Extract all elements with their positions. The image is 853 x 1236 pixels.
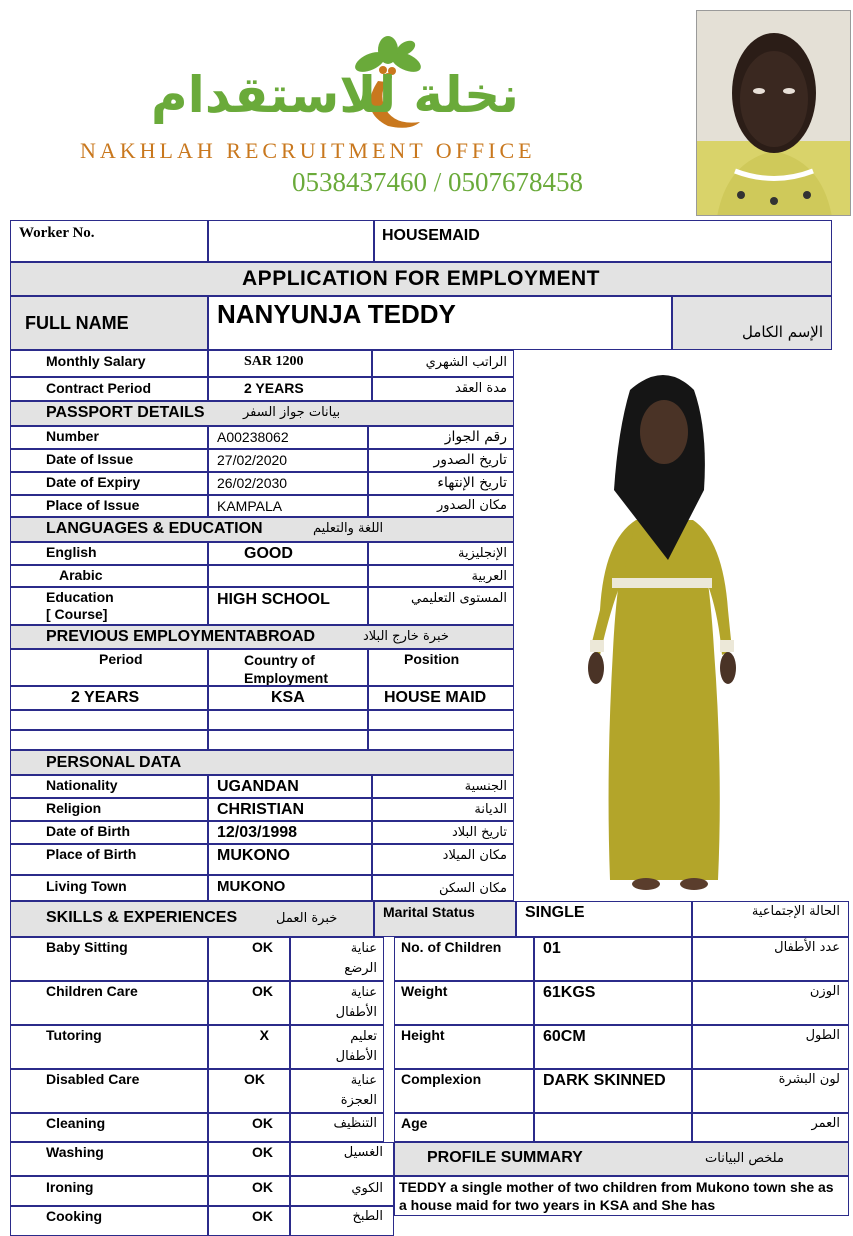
skill-label-cell [10,1113,208,1142]
prev-country: KSA [271,689,305,706]
weight-ar: الوزن [809,984,840,999]
skill-label: Washing [46,1144,104,1160]
skill-value-cell [208,1142,290,1176]
education-ar: المستوى التعليمي [411,591,507,606]
full-body-photo [518,350,830,896]
passport-expiry-ar: تاريخ الإنتهاء [437,475,507,491]
skill-value-cell [208,1113,290,1142]
skill-ar-cell [290,1176,394,1206]
passport-header [10,401,514,426]
profile-header-ar: ملخص البيانات [705,1151,784,1166]
skill-ar-cell [290,937,384,981]
profile-summary-cell [394,1176,849,1216]
religion-ar-cell [372,798,514,821]
skill-value-cell [208,981,290,1025]
worker-no-value [208,220,374,262]
complexion-ar-cell [692,1069,849,1113]
full-name-value-cell [208,296,672,350]
dob-label: Date of Birth [46,823,130,839]
form-title-cell [10,262,832,296]
passport-place-value-cell [208,495,368,517]
passport-place-value: KAMPALA [217,498,283,514]
skill-ar: التنظيف [333,1116,377,1131]
empty-row-cell [10,710,208,730]
dob-value: 12/03/1998 [217,824,298,841]
children-ar-cell [692,937,849,981]
skill-value: OK [252,939,273,955]
children-ar: عدد الأطفال [774,940,840,955]
skill-label-cell [10,1176,208,1206]
height-ar: الطول [805,1028,840,1043]
complexion-label: Complexion [401,1071,482,1087]
skill-ar: عناية الأطفال [335,985,377,1020]
skill-label-cell [10,1206,208,1236]
dob-value-cell [208,821,372,844]
skill-ar: الطبخ [352,1209,383,1224]
passport-header-ar: بيانات جواز السفر [243,405,341,420]
period-ar-cell [372,377,514,401]
town-label: Living Town [46,878,127,894]
previous-header-ar: خبرة خارج البلاد [363,629,449,644]
skill-ar-cell [290,1025,384,1069]
skill-ar: الكوي [351,1181,383,1196]
dob-label-cell [10,821,208,844]
salary-value-cell [208,350,372,377]
full-name-value: NANYUNJA TEDDY [217,299,456,329]
marital-ar: الحالة الإجتماعية [751,904,840,919]
skill-value-cell [208,1069,290,1113]
job-title-cell [374,220,832,262]
passport-issue-label: Date of Issue [46,451,134,467]
worker-no-label: Worker No. [19,225,95,241]
passport-place-ar-cell [368,495,514,517]
full-name-label-cell [10,296,208,350]
marital-value-cell [516,901,692,937]
arabic-label: Arabic [59,567,103,583]
salary-label: Monthly Salary [46,353,146,369]
english-value: GOOD [244,545,293,562]
religion-value: CHRISTIAN [217,801,305,818]
height-value-cell [534,1025,692,1069]
town-value: MUKONO [217,878,286,895]
english-ar: الإنجليزية [457,546,507,561]
children-label: No. of Children [401,939,502,955]
skills-header-ar: خبرة العمل [276,911,338,926]
languages-header [10,517,514,542]
office-name: NAKHLAH RECRUITMENT OFFICE [80,138,536,163]
weight-label: Weight [401,983,448,999]
empty-row-cell [10,730,208,750]
skill-label: Cooking [46,1208,102,1224]
skill-ar: عناية الرضع [344,941,377,976]
religion-label-cell [10,798,208,821]
col-period-cell [10,649,208,686]
skill-label: Tutoring [46,1027,102,1043]
weight-value-cell [534,981,692,1025]
height-label-cell [394,1025,534,1069]
skill-ar-cell [290,1142,394,1176]
town-ar: مكان السكن [438,881,507,896]
job-title: HOUSEMAID [382,227,480,244]
marital-ar-cell [692,901,849,937]
complexion-label-cell [394,1069,534,1113]
skill-ar: عناية العجزة [340,1073,377,1108]
education-sub-label: [ Course] [46,606,108,622]
period-value-cell [208,377,372,401]
marital-value: SINGLE [525,904,585,921]
skills-header [10,901,374,937]
height-ar-cell [692,1025,849,1069]
marital-label-cell [374,901,516,937]
children-value: 01 [543,940,561,957]
skill-value-cell [208,937,290,981]
skill-label: Ironing [46,1179,94,1195]
period-value: 2 YEARS [244,380,304,396]
passport-expiry-ar-cell [368,472,514,495]
town-label-cell [10,875,208,901]
nationality-label-cell [10,775,208,798]
salary-ar: الراتب الشهري [425,355,507,370]
passport-number-label-cell [10,426,208,449]
skill-value: OK [252,1144,273,1160]
age-label-cell [394,1113,534,1142]
passport-number-label: Number [46,428,99,444]
nationality-ar: الجنسية [464,779,507,794]
age-ar: العمر [811,1116,840,1131]
arabic-ar-cell [368,565,514,587]
pob-ar-cell [372,844,514,875]
passport-number-value-cell [208,426,368,449]
complexion-value: DARK SKINNED [543,1072,666,1089]
personal-header-label: PERSONAL DATA [46,754,182,771]
passport-issue-ar-cell [368,449,514,472]
skill-value-cell [208,1206,290,1236]
education-value: HIGH SCHOOL [217,591,330,608]
profile-header-label: PROFILE SUMMARY [427,1149,583,1166]
period-ar: مدة العقد [455,381,507,396]
passport-expiry-value: 26/02/2030 [217,475,288,491]
prev-period-cell [10,686,208,710]
complexion-value-cell [534,1069,692,1113]
english-label-cell [10,542,208,565]
weight-ar-cell [692,981,849,1025]
age-label: Age [401,1115,428,1131]
arabic-ar: العربية [471,569,507,584]
prev-period: 2 YEARS [71,689,140,706]
col-position-cell [368,649,514,686]
pob-label-cell [10,844,208,875]
form-title: APPLICATION FOR EMPLOYMENT [242,267,600,290]
education-label-cell [10,587,208,625]
skill-value: OK [252,1179,273,1195]
empty-row-cell [368,710,514,730]
passport-issue-value: 27/02/2020 [217,452,288,468]
empty-row-cell [368,730,514,750]
skill-value: X [259,1027,269,1043]
nationality-value: UGANDAN [217,778,299,795]
logo-arabic-text: نخلة للاستقدام [151,66,519,124]
children-value-cell [534,937,692,981]
passport-place-label: Place of Issue [46,497,140,513]
col-position: Position [404,651,460,667]
passport-expiry-label: Date of Expiry [46,474,141,490]
profile-summary-text: TEDDY a single mother of two children from Mukono town she as a house maid for two years in KSA and She has [399,1179,834,1213]
full-name-ar: الإسم الكامل [741,323,823,341]
english-value-cell [208,542,368,565]
skill-value: OK [244,1071,265,1087]
age-ar-cell [692,1113,849,1142]
skill-value: OK [252,1115,273,1131]
skill-ar: الغسيل [343,1145,383,1160]
skill-ar-cell [290,1069,384,1113]
full-name-ar-cell [672,296,832,350]
personal-header [10,750,514,775]
col-period: Period [99,651,143,667]
languages-header-ar: اللغة والتعليم [313,521,384,536]
passport-expiry-value-cell [208,472,368,495]
salary-value: SAR 1200 [244,354,304,369]
children-label-cell [394,937,534,981]
prev-position: HOUSE MAID [384,689,487,706]
logo [80,36,600,146]
skill-value: OK [252,983,273,999]
marital-label: Marital Status [383,904,475,920]
languages-header-label: LANGUAGES & EDUCATION [46,520,263,537]
height-value: 60CM [543,1028,586,1045]
col-country: Country of Employment [244,652,329,686]
passport-number-value: A00238062 [217,429,289,445]
passport-issue-value-cell [208,449,368,472]
col-country-cell [208,649,368,686]
passport-place-label-cell [10,495,208,517]
period-label: Contract Period [46,380,152,396]
town-value-cell [208,875,372,901]
weight-label-cell [394,981,534,1025]
skill-label: Baby Sitting [46,939,128,955]
town-ar-cell [372,875,514,901]
skill-ar-cell [290,981,384,1025]
skill-value: OK [252,1208,273,1224]
education-ar-cell [368,587,514,625]
skill-label: Cleaning [46,1115,106,1131]
passport-number-ar-cell [368,426,514,449]
religion-label: Religion [46,800,102,816]
worker-no-label-cell [10,220,208,262]
period-label-cell [10,377,208,401]
salary-ar-cell [372,350,514,377]
pob-value-cell [208,844,372,875]
empty-row-cell [208,730,368,750]
height-label: Height [401,1027,445,1043]
pob-label: Place of Birth [46,846,137,862]
skill-label: Children Care [46,983,138,999]
skill-label-cell [10,1069,208,1113]
english-label: English [46,544,97,560]
empty-row-cell [208,710,368,730]
skill-label-cell [10,937,208,981]
weight-value: 61KGS [543,984,596,1001]
skill-value-cell [208,1176,290,1206]
salary-label-cell [10,350,208,377]
pob-value: MUKONO [217,847,290,864]
previous-header [10,625,514,649]
passport-place-ar: مكان الصدور [436,498,507,513]
english-ar-cell [368,542,514,565]
skill-label-cell [10,1025,208,1069]
arabic-value-cell [208,565,368,587]
complexion-ar: لون البشرة [778,1072,840,1087]
nationality-value-cell [208,775,372,798]
full-name-label: FULL NAME [25,313,129,333]
skill-label: Disabled Care [46,1071,140,1087]
skill-value-cell [208,1025,290,1069]
passport-issue-ar: تاريخ الصدور [433,452,507,468]
prev-position-cell [368,686,514,710]
passport-header-label: PASSPORT DETAILS [46,404,205,421]
passport-issue-label-cell [10,449,208,472]
passport-number-ar: رقم الجواز [444,429,507,445]
religion-ar: الديانة [474,802,507,817]
prev-country-cell [208,686,368,710]
skill-ar-cell [290,1113,384,1142]
education-value-cell [208,587,368,625]
passport-expiry-label-cell [10,472,208,495]
phone-numbers: 0538437460 / 0507678458 [292,167,584,197]
previous-header-label: PREVIOUS EMPLOYMENTABROAD [46,628,316,645]
skill-label-cell [10,981,208,1025]
age-value-cell [534,1113,692,1142]
religion-value-cell [208,798,372,821]
dob-ar: تاريخ البلاد [451,825,507,840]
education-label: Education [46,589,114,605]
profile-header [394,1142,849,1176]
skill-ar: تعليم الأطفال [335,1029,377,1064]
pob-ar: مكان الميلاد [442,848,507,863]
dob-ar-cell [372,821,514,844]
skill-ar-cell [290,1206,394,1236]
passport-photo [696,10,851,216]
nationality-label: Nationality [46,777,118,793]
skill-label-cell [10,1142,208,1176]
nationality-ar-cell [372,775,514,798]
skills-header-label: SKILLS & EXPERIENCES [46,909,238,926]
arabic-label-cell [10,565,208,587]
